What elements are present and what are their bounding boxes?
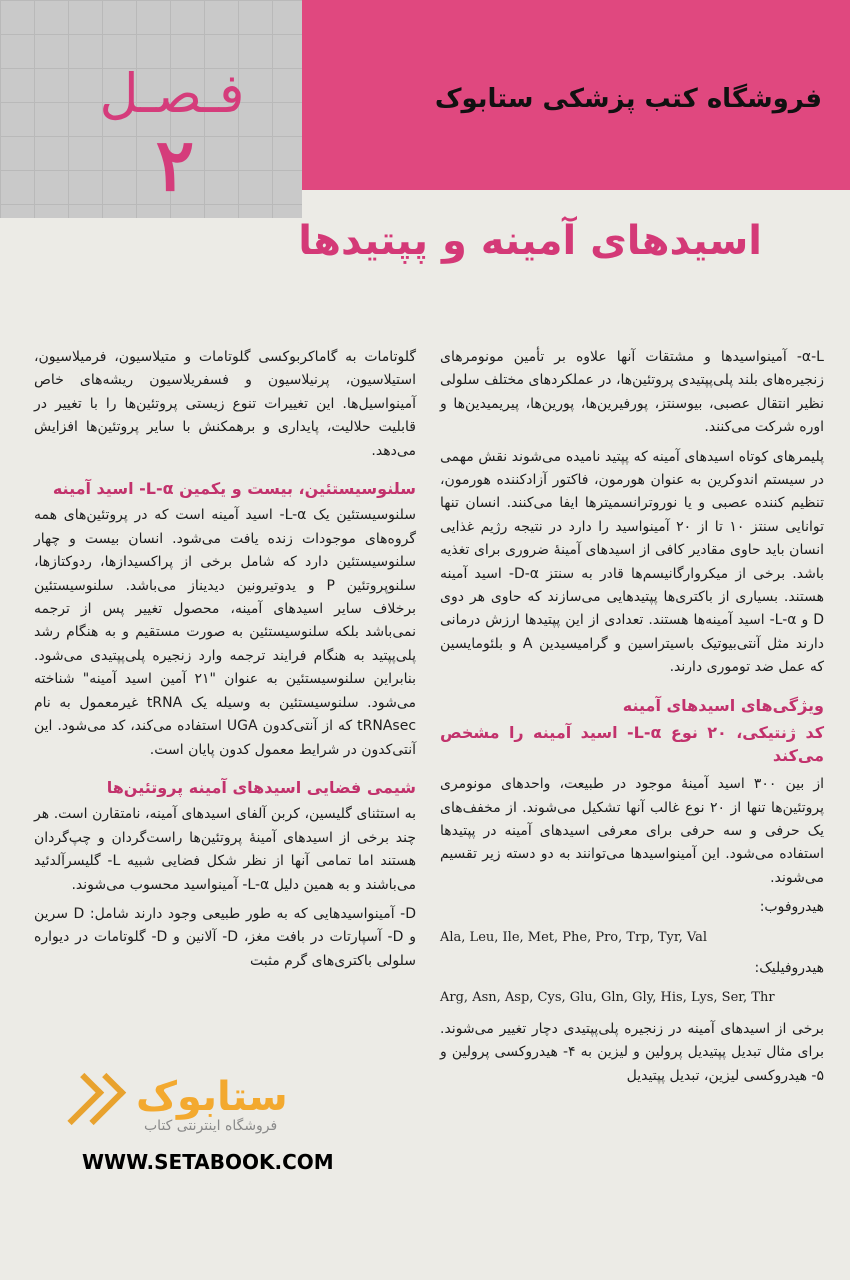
section-heading: ویژگی‌های اسیدهای آمینه <box>622 695 824 715</box>
header-banner <box>302 0 850 190</box>
hydrophilic-label: هیدروفیلیک: <box>754 959 824 976</box>
hydrophilic-list: Arg, Asn, Asp, Cys, Glu, Gln, Gly, His, Lys, Ser, Thr <box>440 990 775 1006</box>
store-banner: فروشگاه کتب پزشکی ستابوک <box>434 84 822 114</box>
hydrophobic-label: هیدروفوب: <box>759 899 824 916</box>
paragraph: برخی از اسیدهای آمینه در زنجیره پلی‌پپتیدی دچار تغییر می‌شوند. برای مثال تبدیل پپتیدیل پرولین و لیزین به ۴- هیدروکسی پرولین و ۵- هیدروکسی لیزین، تبدیل پپتیدیل <box>440 1020 824 1084</box>
chapter-number: ۲ <box>155 122 195 207</box>
logo-text: ستابوک <box>136 1074 288 1120</box>
left-column <box>34 346 416 979</box>
section-heading: شیمی فضایی اسیدهای آمینه پروتئین‌ها <box>106 777 416 797</box>
chapter-badge <box>0 0 302 218</box>
subheading: کد ژنتیکی، ۲۰ نوع L-α- اسید آمینه را مشخص می‌کند <box>440 723 825 766</box>
paragraph: به استثنای گلیسین، کربن آلفای اسیدهای آمینه، نامتقارن است. هر چند برخی از اسیدهای آمینهٔ پروتئین‌ها راست‌گردان و چپ‌گردان هستند اما تمامی آنها از نظر شکل فضایی شبیه L- گلیسرآلدئید می‌باشند و به همین دلیل L-α- آمینواسید محسوب می‌شوند. <box>34 806 416 893</box>
hydrophobic-list: Ala, Leu, Ile, Met, Phe, Pro, Trp, Tyr, Val <box>440 929 708 945</box>
chapter-word: فـصـل <box>99 62 245 125</box>
paragraph: سلنوسیستئین یک L-α- اسید آمینه است که در پروتئین‌های همه گروه‌های موجودات زنده یافت می‌شود. انسان بیست و چهار سلنوسیستئین دارد که شامل برخی از پراکسیدازها، ردوکتازها، سلنوپروتئین P و یدوتیرونین دیدیناز می‌باشد. سلنوسیستئین برخلاف سایر اسیدهای آمینه، محصول تغییر پس از ترجمه نمی‌باشد بلکه سلنوسیستئین به صورت مستقیم و به هنگام رشد پلی‌پپتید به هنگام فرایند ترجمه وارد زنجیره پلی‌پپتیدی می‌شود. بنابراین سلنوسیستئین به عنوان "۲۱ آمین اسید آمینه" شناخته می‌شود. سلنوسیستئین به وسیله یک tRNA غیرمعمول به نام tRNAsec که از آنتی‌کدون UGA استفاده می‌کند، کد می‌شود. این آنتی‌کدون در شرایط معمول کدون پایان است. <box>34 507 417 758</box>
chevron-logo-icon <box>60 1070 130 1130</box>
chapter-title: اسیدهای آمینه و پپتیدها <box>298 218 762 264</box>
section-heading: سلنوسیستئین، بیست و یکمین L-α- اسید آمینه <box>52 479 416 499</box>
paragraph: گلوتامات به گاماکربوکسی گلوتامات و متیلاسیون، فرمیلاسیون، استیلاسیون، پرنیلاسیون و فسفریلاسیون ریشه‌های خاص آمینواسیل‌ها. این تغییرات تنوع زیستی پروتئین‌ها را با تغییر در قابلیت حلالیت، پایداری و برهمکنش با سایر پروتئین‌ها افزایش می‌دهد. <box>34 349 416 459</box>
site-url: WWW.SETABOOK.COM <box>82 1150 334 1174</box>
paragraph: α-L- آمینواسیدها و مشتقات آنها علاوه بر تأمین مونومرهای زنجیره‌های بلند پلی‌پپتیدی پروتئین‌ها، در عملکردهای مختلف سلولی نظیر انتقال عصبی، بیوسنتز، پورفیرین‌ها، پورین‌ها، پیریمیدین‌ها و اوره شرکت می‌کنند. <box>440 349 824 436</box>
watermark-logo <box>60 1070 380 1138</box>
paragraph: پلیمرهای کوتاه اسیدهای آمینه که پپتید نامیده می‌شوند نقش مهمی در سیستم اندوکرین به عنوان هورمون، فاکتور آزادکننده هورمون، تنظیم کننده عصبی و یا نوروترانسمیترها ایفا می‌کنند. انسان تنها توانایی سنتز ۱۰ تا از ۲۰ آمینواسید را دارد در نتیجه رژیم غذایی انسان باید حاوی مقادیر کافی از اسیدهای آمینهٔ ضروری برای تغذیه باشد. برخی از میکروارگانیسم‌ها قادر به سنتز D-α- اسید آمینه هستند. بسیاری از باکتری‌ها پپتیدهایی می‌سازند که حاوی هر دوی D و L-α- اسید آمینه‌ها هستند. تعدادی از این پپتیدها ارزش درمانی دارند مثل آنتی‌بیوتیک باسیتراسین و گرامیسیدین A و بلئومایسین که عمل ضد توموری دارند. <box>440 448 824 676</box>
paragraph: D- آمینواسیدهایی که به طور طبیعی وجود دارند شامل: D سرین و D- آسپارتات در بافت مغز، D- آلانین و D- گلوتامات در دیواره سلولی باکتری‌های گرم مثبت <box>34 905 416 969</box>
logo-subtitle: فروشگاه اینترنتی کتاب <box>144 1118 278 1134</box>
paragraph: از بین ۳۰۰ اسید آمینهٔ موجود در طبیعت، واحدهای مونومری پروتئین‌ها تنها از ۲۰ نوع غالب آنها تشکیل می‌شوند. از مخفف‌های یک حرفی و سه حرفی برای معرفی اسیدهای آمینه در پپتیدها استفاده می‌شود. این آمینواسیدها می‌توانند به دو دسته زیر تقسیم می‌شوند. <box>440 776 824 886</box>
right-column <box>440 346 824 1094</box>
